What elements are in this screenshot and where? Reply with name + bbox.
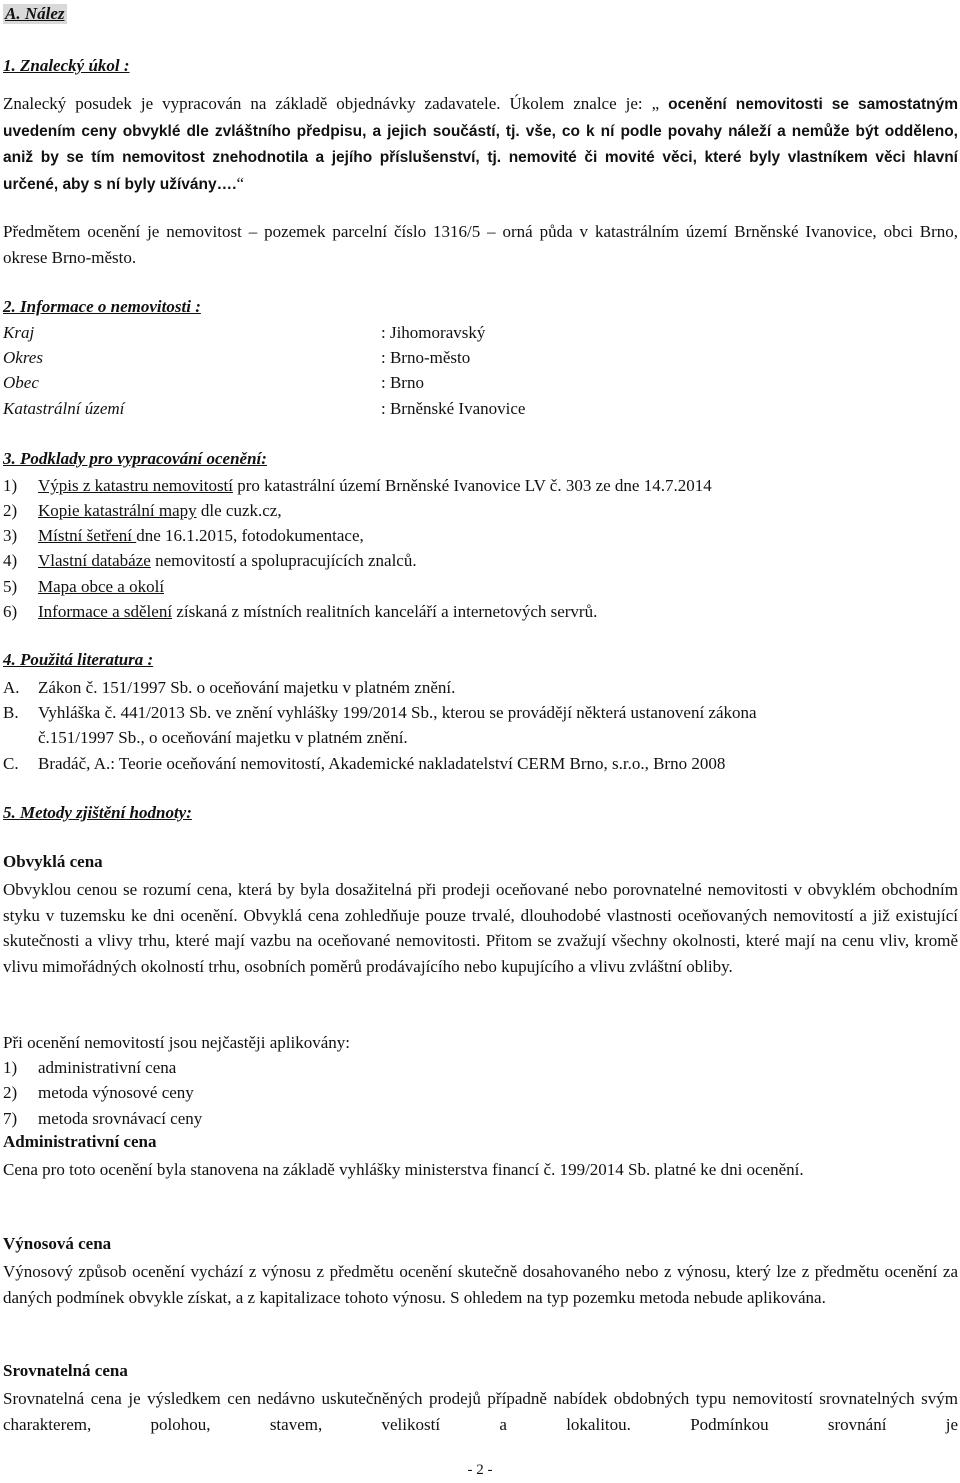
source-item <box>3 599 597 624</box>
item-text: metoda výnosové ceny <box>38 1083 194 1102</box>
task-quote-close: “ <box>236 173 244 193</box>
method-item <box>3 1106 202 1131</box>
source-item <box>3 498 282 523</box>
task-intro: Znalecký posudek je vypracován na základě objednávky zadavatele. Úkolem znalce je: „ <box>3 94 660 113</box>
item-number: 1) <box>3 1058 18 1077</box>
task-quote: ocenění nemovitosti se samostatným uvedením ceny obvyklé dle zvláštního předpisu, a jejich součástí, tj. vše, co k ní podle povahy náleží a nemůže být odděleno, aniž by se tím nemovitost znehodnotila a jejího příslušenství, tj. nemovité či movité věci, které byly vlastníkem věci hlavní určené, aby s ní byly užívány…. <box>3 96 958 193</box>
info-label: Obec <box>3 373 39 392</box>
srov-paragraph: Srovnatelná cena je výsledkem cen nedávno uskutečněných prodejů případně nabídek obdobných typu nemovitostí srovnatelných svým charakterem, polohou, stavem, velikostí a lokalitou. Podmínkou srovnání je <box>3 1389 958 1434</box>
item-underlined: Informace a sdělení <box>38 602 173 621</box>
item-underlined: Kopie katastrální mapy <box>38 501 197 520</box>
info-label: Katastrální území <box>3 399 125 418</box>
obvykla-paragraph: Obvyklou cenou se rozumí cena, která by byla dosažitelná při prodeji oceňované nebo porovnatelné nemovitosti v obvyklém obchodním styku v tuzemsku ke dni ocenění. Obvyklá cena zohledňuje pouze trvalé, dlouhodobé vlastnosti oceňovaných nemovitostí a již existující skutečnosti a vlivy trhu, které mají vazbu na oceňované nemovitosti. Přitom se zvažují všechny okolnosti, které mají na cenu vliv, kromě vlivu mimořádných okolností trhu, osobních poměrů prodávajícího nebo kupujícího a vlivu zvláštní obliby. <box>3 880 958 976</box>
method-item <box>3 1055 176 1080</box>
section-a-heading: A. Nález <box>5 4 65 23</box>
literature-item <box>3 675 455 700</box>
item-text: dle cuzk.cz, <box>196 501 282 520</box>
item-text: č.151/1997 Sb., o oceňování majetku v platném znění. <box>38 728 408 747</box>
admin-heading: Administrativní cena <box>3 1132 157 1151</box>
item-number: 7) <box>3 1109 18 1128</box>
subject-paragraph: Předmětem ocenění je nemovitost – pozemek parcelní číslo 1316/5 – orná půda v katastrálním území Brněnské Ivanovice, obci Brno, okrese Brno-město. <box>3 222 958 267</box>
item-number: 2) <box>3 1083 18 1102</box>
item-number: 5) <box>3 577 18 596</box>
admin-paragraph: Cena pro toto ocenění byla stanovena na základě vyhlášky ministerstva financí č. 199/2014 Sb. platné ke dni ocenění. <box>3 1160 804 1179</box>
page-number: - 2 - <box>467 1462 493 1478</box>
item-underlined: Vlastní databáze <box>38 551 151 570</box>
source-item <box>3 548 417 573</box>
item-text: dne 16.1.2015, fotodokumentace, <box>136 526 364 545</box>
item-number: 1) <box>3 476 18 495</box>
methods-intro: Při ocenění nemovitostí jsou nejčastěji aplikovány: <box>3 1033 351 1052</box>
item-number: 2) <box>3 501 18 520</box>
item-letter: B. <box>3 703 19 722</box>
item-text: získaná z místních realitních kanceláří a internetových servrů. <box>172 602 598 621</box>
info-value: : Brno-město <box>381 348 471 367</box>
section-1-heading: 1. Znalecký úkol : <box>3 56 130 75</box>
literature-item-cont <box>3 725 408 750</box>
item-letter: C. <box>3 754 19 773</box>
item-number: 4) <box>3 551 18 570</box>
item-text: Vyhláška č. 441/2013 Sb. ve znění vyhlášky 199/2014 Sb., kterou se provádějí některá ustanovení zákona <box>38 703 757 722</box>
item-underlined: Výpis z katastru nemovitostí <box>38 476 234 495</box>
item-number: 3) <box>3 526 18 545</box>
info-label: Kraj <box>3 323 35 342</box>
obvykla-heading: Obvyklá cena <box>3 852 103 871</box>
srov-heading: Srovnatelná cena <box>3 1361 128 1380</box>
method-item <box>3 1080 194 1105</box>
item-letter: A. <box>3 678 20 697</box>
info-value: : Brno <box>381 373 424 392</box>
info-value: : Jihomoravský <box>381 323 486 342</box>
item-number: 6) <box>3 602 18 621</box>
item-text: Bradáč, A.: Teorie oceňování nemovitostí, Akademické nakladatelství CERM Brno, s.r.o., Brno 2008 <box>38 754 726 773</box>
info-value: : Brněnské Ivanovice <box>381 399 526 418</box>
vynos-paragraph: Výnosový způsob ocenění vychází z výnosu z předmětu ocenění skutečně dosahovaného nebo z výnosu, který lze z předmětu ocenění za daných podmínek obvykle získat, a z kapitalizace tohoto výnosu. S ohledem na typ pozemku metoda nebude aplikována. <box>3 1262 958 1307</box>
section-3-heading: 3. Podklady pro vypracování ocenění: <box>3 449 267 468</box>
source-item <box>3 574 164 599</box>
literature-item <box>3 751 725 776</box>
item-text: metoda srovnávací ceny <box>38 1109 203 1128</box>
task-paragraph <box>3 91 958 197</box>
item-text: administrativní cena <box>38 1058 177 1077</box>
item-text: Zákon č. 151/1997 Sb. o oceňování majetku v platném znění. <box>38 678 456 697</box>
section-5-heading: 5. Metody zjištění hodnoty: <box>3 803 192 822</box>
source-item <box>3 473 712 498</box>
source-item <box>3 523 364 548</box>
item-underlined: Místní šetření <box>38 526 137 545</box>
item-underlined: Mapa obce a okolí <box>38 577 165 596</box>
item-text: nemovitostí a spolupracujících znalců. <box>150 551 417 570</box>
item-text: pro katastrální území Brněnské Ivanovice LV č. 303 ze dne 14.7.2014 <box>233 476 712 495</box>
vynos-heading: Výnosová cena <box>3 1234 112 1253</box>
section-2-heading: 2. Informace o nemovitosti : <box>3 297 201 316</box>
section-4-heading: 4. Použitá literatura : <box>3 650 154 669</box>
literature-item <box>3 700 757 725</box>
info-label: Okres <box>3 348 43 367</box>
